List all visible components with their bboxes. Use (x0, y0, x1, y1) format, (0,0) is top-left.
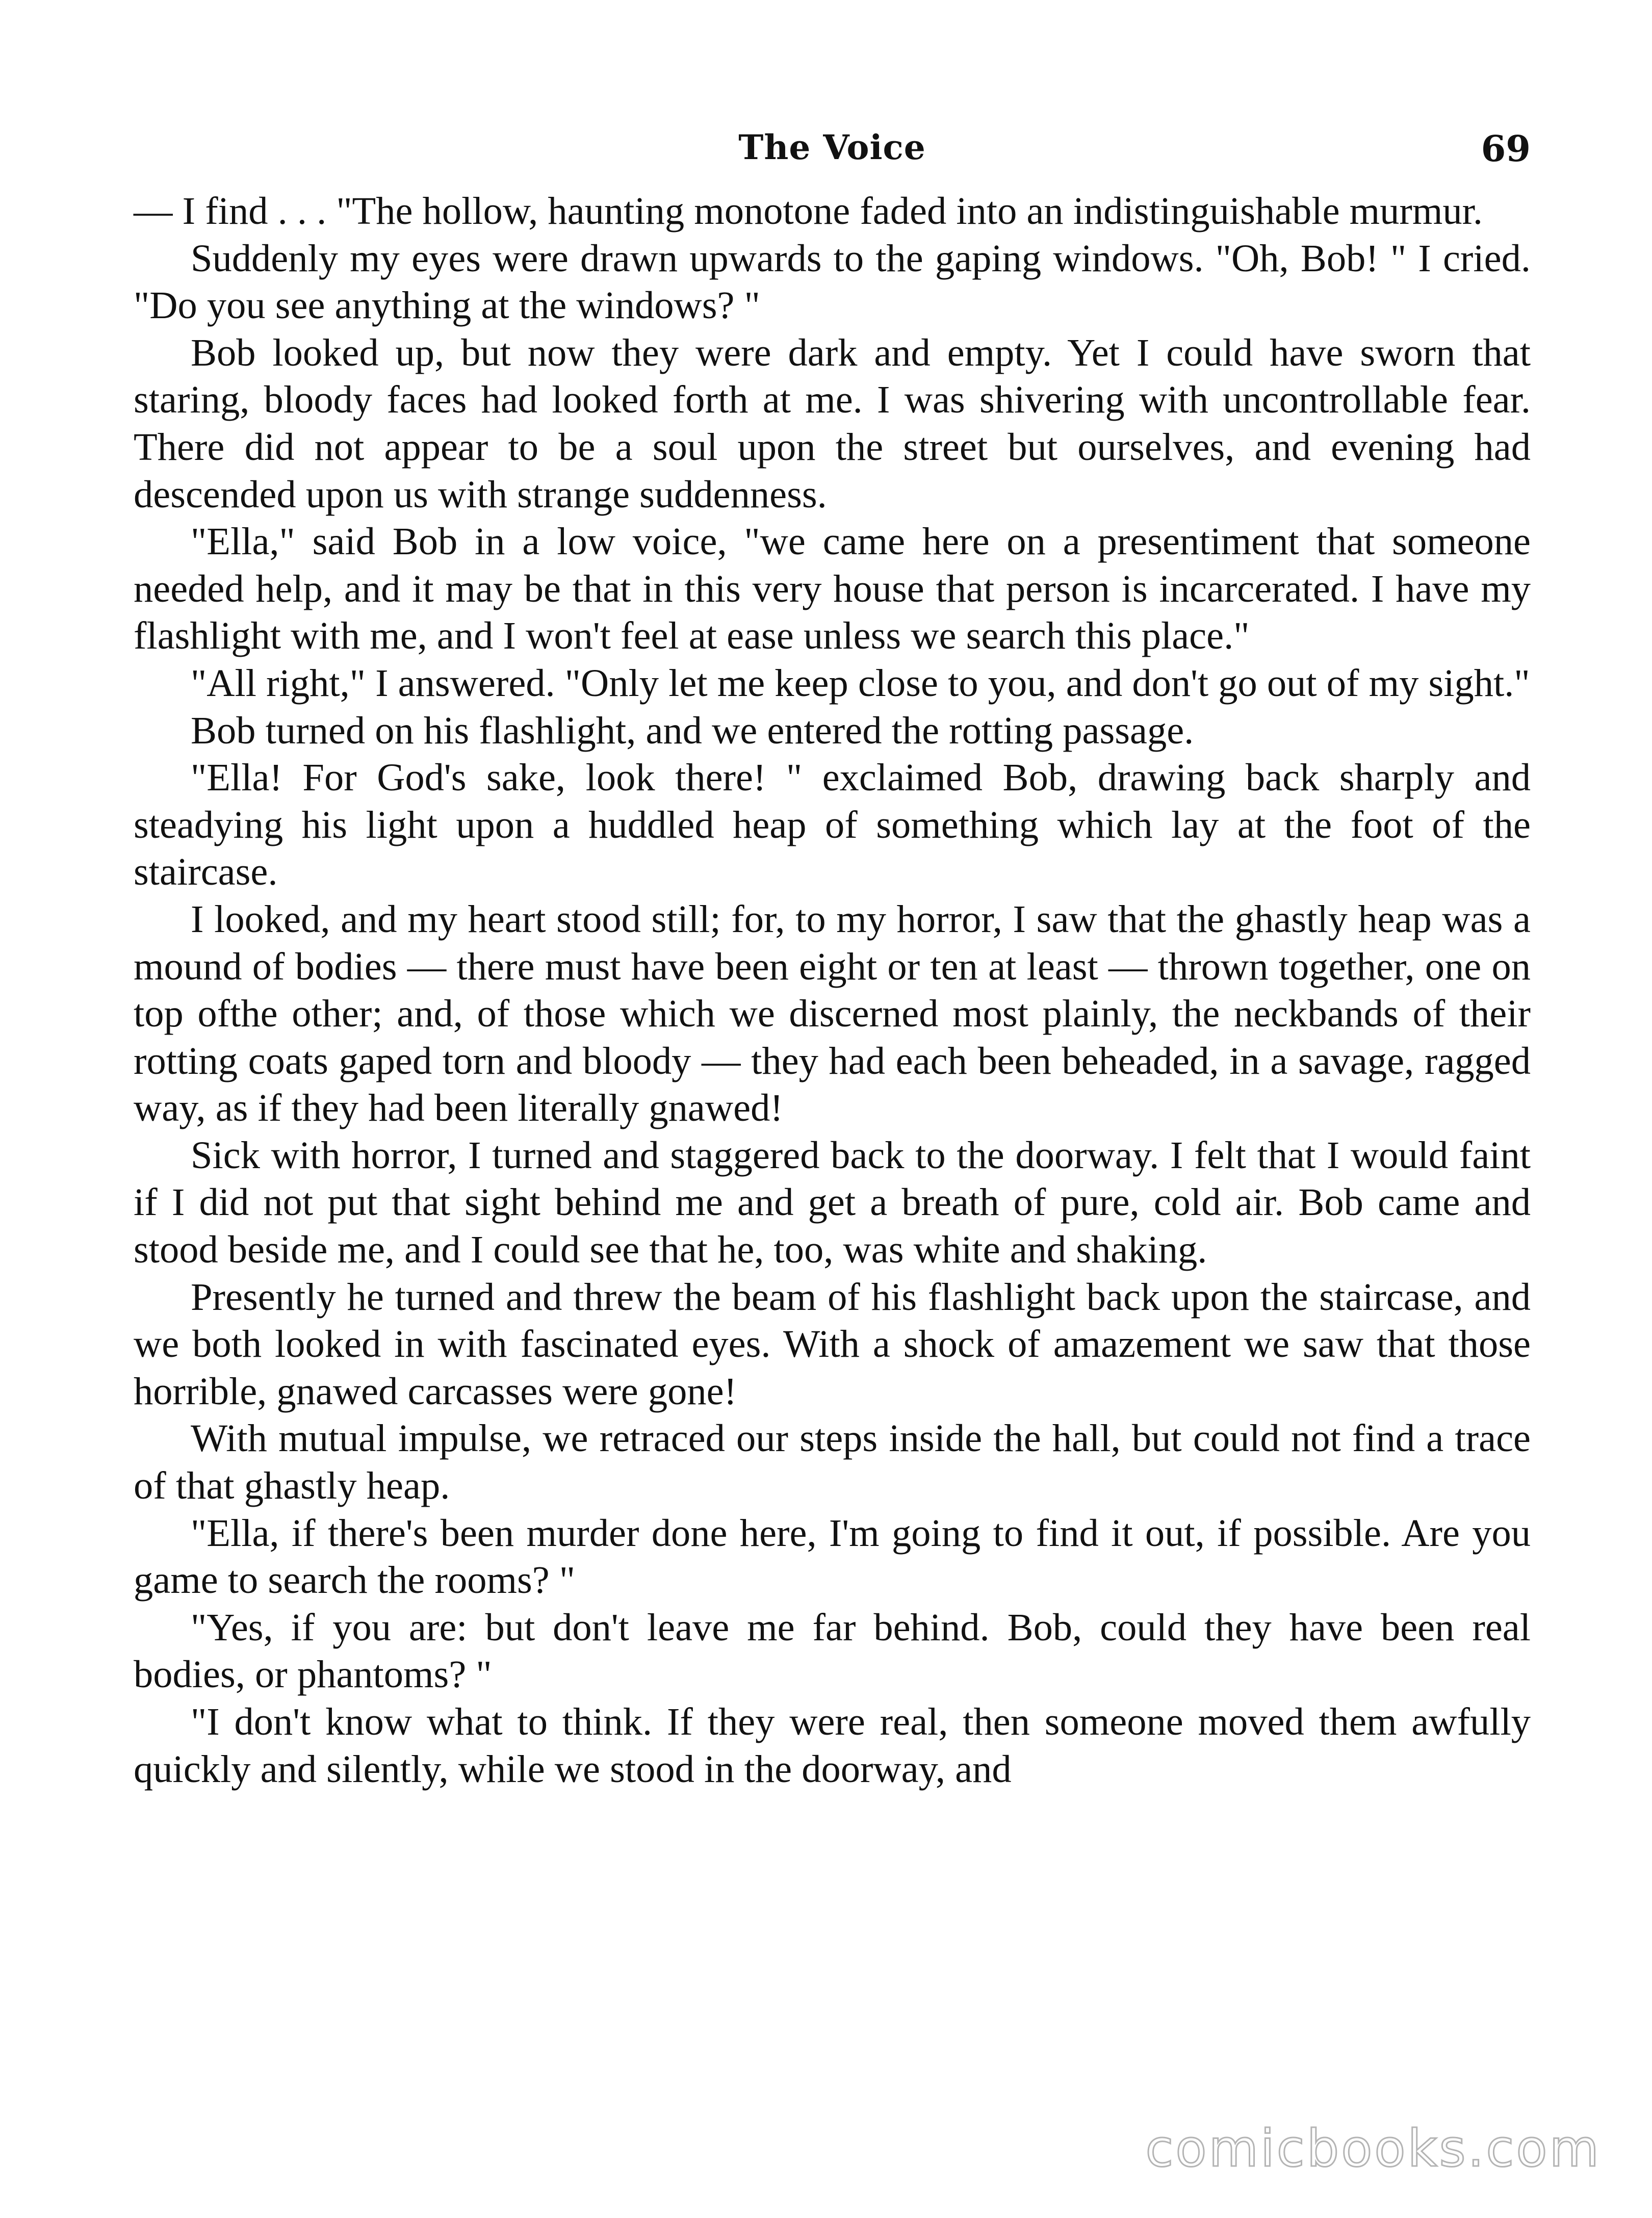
paragraph: With mutual impulse, we retraced our steps inside the hall, but could not find a trace of that ghastly heap. (134, 1416, 1531, 1508)
paragraph: Bob turned on his flashlight, and we entered the rotting passage. (191, 708, 1194, 752)
running-title: The Voice (738, 127, 926, 167)
paragraph: I looked, and my heart stood still; for, to my horror, I saw that the ghastly heap was a mound of bodies — there must have been eight or ten at least — thrown together, one on top ofthe other; and, of those which we discerned most plainly, the neckbands of their rotting coats gaped torn and bloody — they had each been beheaded, in a savage, ragged way, as if they had been literally gnawed! (134, 897, 1531, 1130)
paragraph: "Ella, if there's been murder done here, I'm going to find it out, if possible. Are you game to search the rooms? " (134, 1511, 1531, 1602)
paragraph: — I find . . . "The hollow, haunting monotone faded into an indistinguishable murmur. (134, 189, 1483, 233)
paragraph: "Ella," said Bob in a low voice, "we came here on a presentiment that someone needed help, and it may be that in this very house that person is incarcerated. I have my flashlight with me, and I won't feel at ease unless we search this place." (134, 520, 1531, 658)
page-header (134, 118, 1531, 179)
page-number: 69 (1481, 127, 1531, 170)
body-text (134, 188, 1531, 1793)
paragraph: Presently he turned and threw the beam of his flashlight back upon the staircase, and we both looked in with fascinated eyes. With a shock of amazement we saw that those horrible, gnawed carcasses were gone! (134, 1275, 1531, 1413)
paragraph: Bob looked up, but now they were dark and empty. Yet I could have sworn that staring, bloody faces had looked forth at me. I was shivering with uncontrollable fear. There did not appear to be a soul upon the street but ourselves, and evening had descended upon us with strange suddenness. (134, 330, 1531, 516)
paragraph: Sick with horror, I turned and staggered back to the doorway. I felt that I would faint if I did not put that sight behind me and get a breath of pure, cold air. Bob came and stood beside me, and I could see that he, too, was white and shaking. (134, 1133, 1531, 1272)
paragraph: Suddenly my eyes were drawn upwards to the gaping windows. "Oh, Bob! " I cried. "Do you see anything at the windows? " (134, 236, 1531, 327)
paragraph: "Yes, if you are: but don't leave me far behind. Bob, could they have been real bodies, or phantoms? " (134, 1605, 1531, 1696)
paragraph: "I don't know what to think. If they were real, then someone moved them awfully quickly and silently, while we stood in the doorway, and (134, 1700, 1531, 1791)
paragraph: "Ella! For God's sake, look there! " exclaimed Bob, drawing back sharply and steadying his light upon a huddled heap of something which lay at the foot of the staircase. (134, 756, 1531, 894)
paragraph: "All right," I answered. "Only let me keep close to you, and don't go out of my sight." (191, 661, 1530, 705)
watermark: comicbooks.com (1145, 2119, 1601, 2178)
